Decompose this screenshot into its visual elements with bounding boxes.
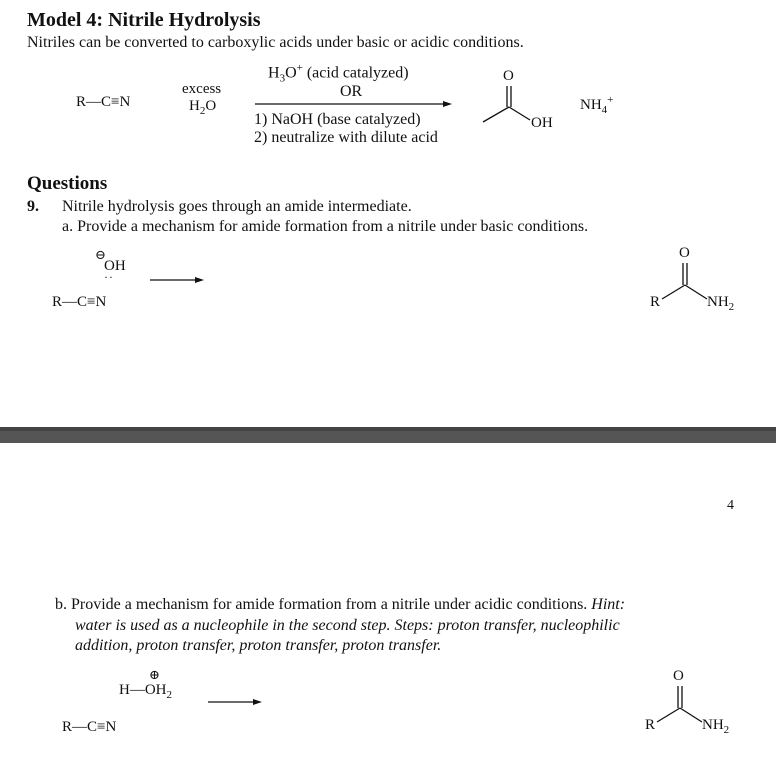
hydronium-charge: ⊕ (149, 667, 160, 682)
or-label: OR (340, 83, 363, 100)
part-a-nitrile: R—C≡N (52, 294, 107, 310)
acid-o: O (285, 64, 297, 82)
part-a-nh-sub: 2 (728, 301, 735, 313)
base-step-1: 1) NaOH (base catalyzed) (254, 111, 421, 128)
hydronium-sub: 2 (166, 689, 172, 701)
part-b-nh-sub: 2 (723, 724, 730, 736)
ammonium-sup: + (607, 94, 614, 106)
acid-label: (acid catalyzed) (302, 64, 409, 82)
part-b-nh: NH (702, 717, 724, 733)
part-a-amide-r: R (650, 294, 661, 310)
main-reaction-arrow (255, 101, 452, 107)
part-a-amide-o: O (679, 245, 690, 261)
part-a-amide-skeleton (662, 263, 707, 299)
part-b-intro: b. Provide a mechanism for amide formation from a nitrile under acidic conditions. (55, 596, 592, 613)
product-carbonyl-o: O (503, 68, 514, 84)
part-b-amide-r: R (645, 717, 656, 733)
intro-text: Nitriles can be converted to carboxylic acids under basic or acidic conditions. (27, 34, 524, 51)
reagent-excess: excess (182, 81, 222, 97)
acid-sub: 3 (279, 72, 286, 85)
questions-heading: Questions (27, 173, 108, 194)
reagent-water-h: H (189, 98, 200, 114)
acid-h: H (268, 64, 280, 82)
part-b-nitrile: R—C≡N (62, 719, 117, 735)
carboxylic-acid-skeleton (483, 86, 530, 122)
part-a-prompt: a. Provide a mechanism for amide formation from a nitrile under basic conditions. (62, 218, 589, 235)
page-number: 4 (727, 498, 734, 513)
hydroxide-charge: ⊖ (95, 247, 106, 262)
hydronium-main: H—OH (119, 682, 167, 698)
hydroxide-label: OH (104, 258, 126, 274)
q9-text: Nitrile hydrolysis goes through an amide intermediate. (62, 198, 412, 215)
part-b-arrow (208, 699, 262, 705)
ammonium-sub: 4 (601, 104, 608, 116)
ammonium-nh: NH (580, 97, 602, 113)
product-oh: OH (531, 115, 553, 131)
reactant-nitrile: R—C≡N (76, 94, 131, 110)
reagent-water-o: O (205, 98, 217, 114)
part-b-hint-label: Hint: (591, 596, 626, 613)
base-step-2: 2) neutralize with dilute acid (254, 129, 438, 146)
part-b-hint-line-3: addition, proton transfer, proton transfer, proton transfer. (75, 637, 442, 654)
part-a-arrow (150, 277, 204, 283)
acid-sup: + (296, 62, 303, 74)
page-title: Model 4: Nitrile Hydrolysis (27, 9, 261, 31)
part-b-amide-skeleton (657, 686, 702, 722)
part-b-amide-o: O (673, 668, 684, 684)
reagent-water-sub: 2 (199, 105, 206, 117)
part-a-nh: NH (707, 294, 729, 310)
q9-number: 9. (27, 198, 39, 215)
hydroxide-lone-pair: ·· (104, 270, 114, 284)
part-b-hint-line-2: water is used as a nucleophile in the second step. Steps: proton transfer, nucleophilic (75, 617, 620, 634)
